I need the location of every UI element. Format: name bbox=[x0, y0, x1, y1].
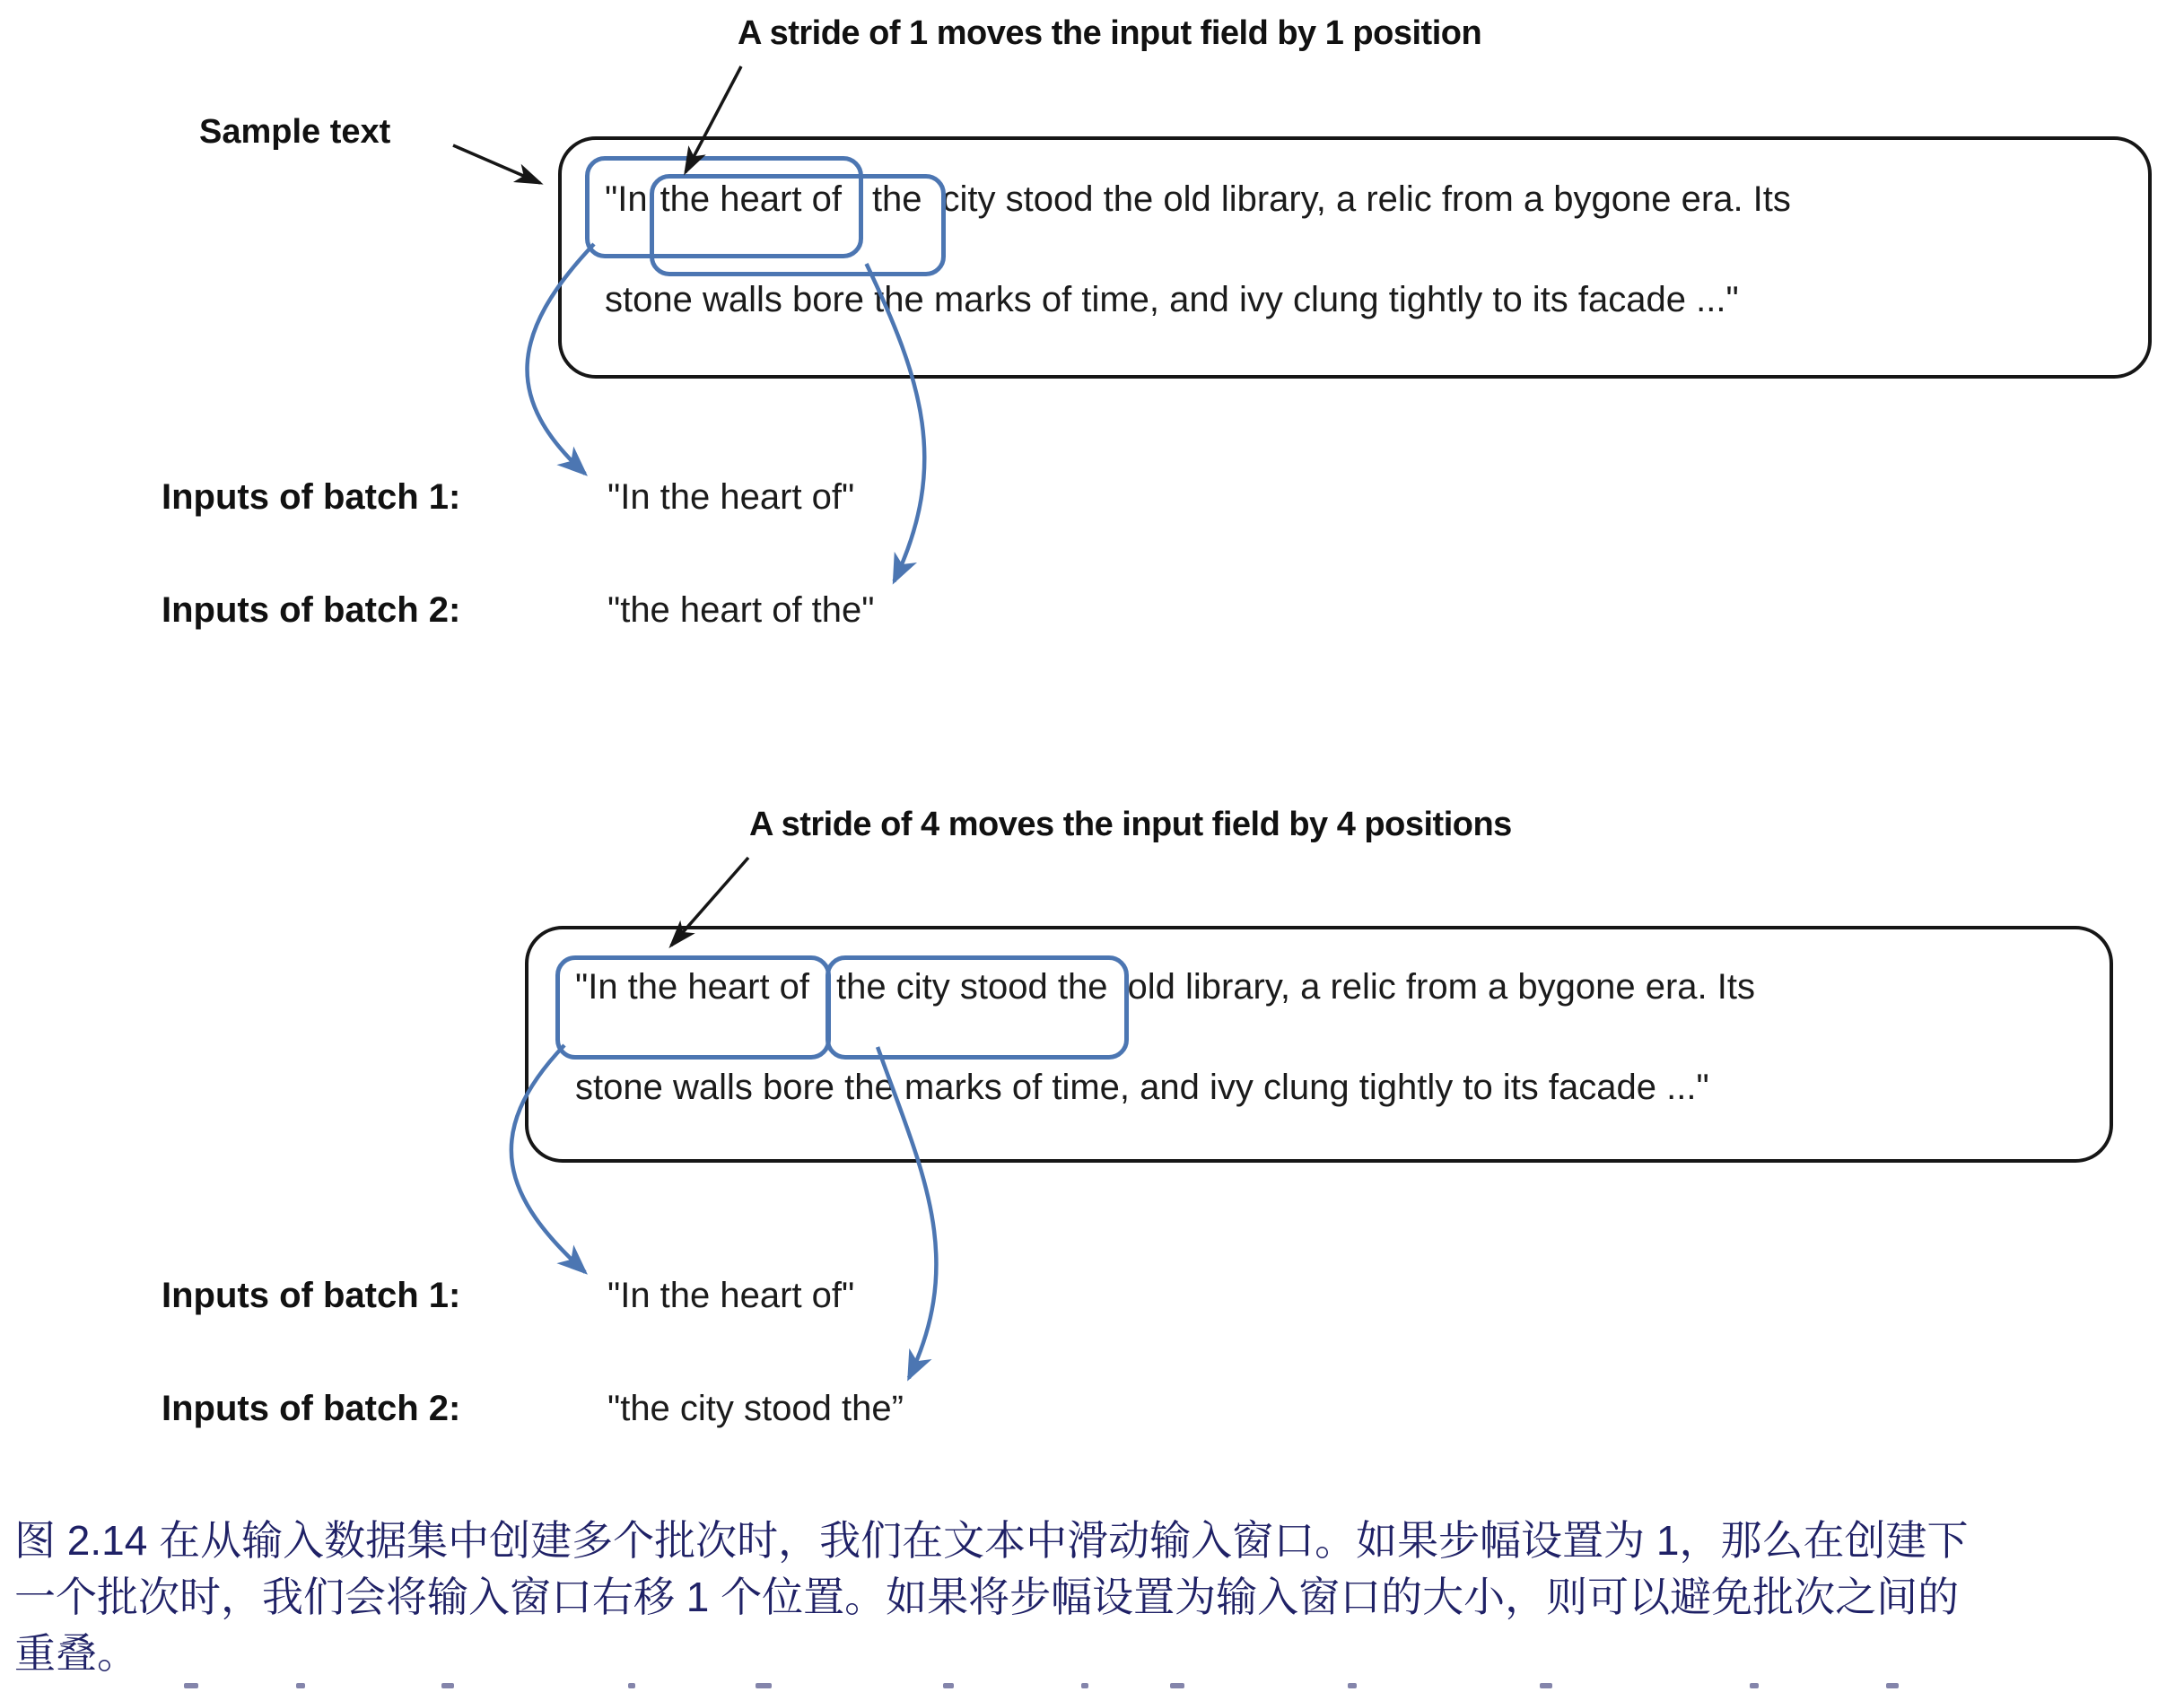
stride1-token-the-heart-of: the heart of bbox=[660, 179, 842, 219]
stride4-sample-line2: stone walls bore the marks of time, and ivy clung tightly to its facade ..." bbox=[575, 1068, 1709, 1107]
caption-line-3: 重叠。 bbox=[14, 1630, 138, 1677]
stride1-token-the2: the bbox=[871, 179, 922, 219]
stride4-input-window-1 bbox=[555, 955, 831, 1060]
stride1-batch1-label: Inputs of batch 1: bbox=[162, 477, 461, 517]
stride1-batch2-label: Inputs of batch 2: bbox=[162, 590, 461, 630]
stride4-batch1-label: Inputs of batch 1: bbox=[162, 1276, 461, 1315]
stride1-line1-rest: city stood the old library, a relic from a bygone era. Its bbox=[941, 179, 1791, 219]
stride1-title: A stride of 1 moves the input field by 1 position bbox=[738, 14, 1482, 52]
stride4-token-the-city-stood-the: the city stood the bbox=[836, 967, 1108, 1007]
stride1-batch1-row bbox=[0, 477, 2184, 524]
stride4-title: A stride of 4 moves the input field by 4 positions bbox=[749, 806, 1512, 843]
stride4-line1-rest: old library, a relic from a bygone era. Its bbox=[1127, 967, 1756, 1007]
stride4-batch2-row bbox=[0, 1389, 2184, 1435]
stride4-batch2-value: "the city stood the” bbox=[607, 1389, 904, 1428]
stride1-input-window-2 bbox=[650, 174, 946, 276]
stride4-batch1-value: "In the heart of" bbox=[607, 1276, 855, 1315]
stride4-batch1-row bbox=[0, 1276, 2184, 1322]
stride1-batch1-value: "In the heart of" bbox=[607, 477, 855, 517]
stride1-batch2-row bbox=[0, 590, 2184, 637]
caption-line-1: 图 2.14 在从输入数据集中创建多个批次时，我们在文本中滑动输入窗口。如果步幅设置为 1，那么在创建下 bbox=[14, 1517, 1969, 1564]
stride1-sample-line2: stone walls bore the marks of time, and ivy clung tightly to its facade ..." bbox=[605, 280, 1739, 319]
sample-text-arrow bbox=[453, 145, 540, 183]
caption-line-2: 一个批次时，我们会将输入窗口右移 1 个位置。如果将步幅设置为输入窗口的大小，则可以避免批次之间的 bbox=[14, 1574, 1960, 1620]
stride1-token-in: "In bbox=[605, 179, 648, 219]
sample-text-label: Sample text bbox=[199, 113, 391, 151]
stride1-batch2-value: "the heart of the" bbox=[607, 590, 875, 630]
stride4-batch2-label: Inputs of batch 2: bbox=[162, 1389, 461, 1428]
stride4-token-in-the-heart-of: "In the heart of bbox=[575, 967, 810, 1007]
stride4-input-window-2 bbox=[826, 955, 1129, 1060]
